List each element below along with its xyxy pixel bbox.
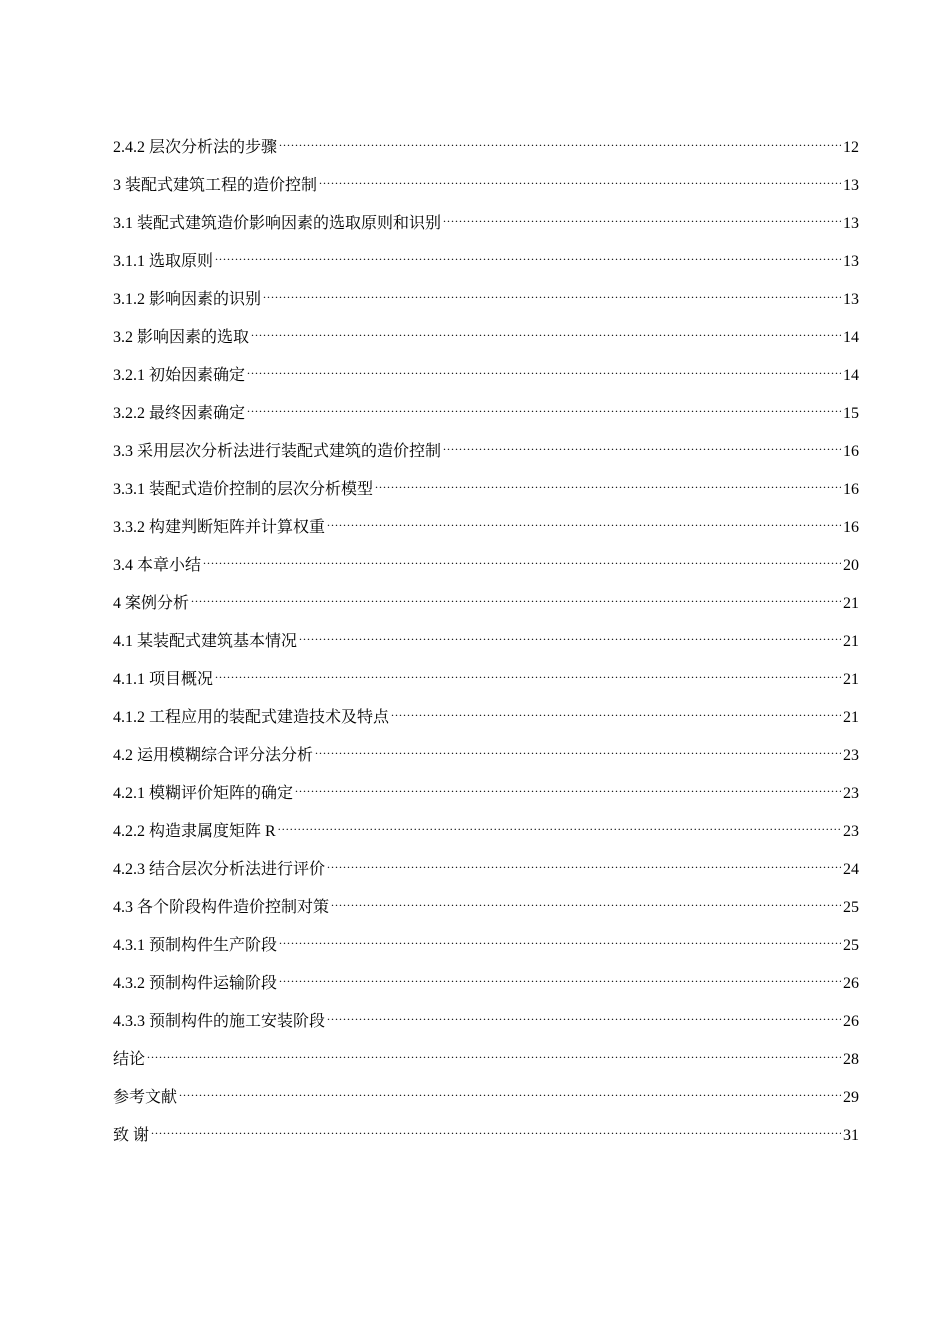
toc-dot-leader: [191, 570, 841, 608]
toc-entry-title: 4.3.3 预制构件的施工安装阶段: [113, 1013, 326, 1030]
toc-entry-title: 4.3.2 预制构件运输阶段: [113, 975, 278, 992]
toc-entry-page-number: 16: [843, 481, 859, 498]
toc-entry-title: 致 谢: [113, 1127, 150, 1144]
toc-entry-title: 3.1.2 影响因素的识别: [113, 291, 262, 308]
toc-dot-leader: [247, 342, 841, 380]
toc-entry-page-number: 12: [843, 139, 859, 156]
toc-dot-leader: [327, 988, 841, 1026]
toc-entry-title: 3.1.1 选取原则: [113, 253, 214, 270]
toc-entry-title: 4 案例分析: [113, 595, 190, 612]
toc-dot-leader: [147, 1026, 841, 1064]
toc-entry-title: 4.3.1 预制构件生产阶段: [113, 937, 278, 954]
toc-entry-title: 结论: [113, 1051, 146, 1068]
toc-entry-page-number: 14: [843, 367, 859, 384]
toc-dot-leader: [331, 874, 841, 912]
toc-entry[interactable]: [113, 266, 859, 308]
toc-entry-title: 3.2.1 初始因素确定: [113, 367, 246, 384]
toc-entry-page-number: 26: [843, 975, 859, 992]
toc-entry-page-number: 20: [843, 557, 859, 574]
toc-dot-leader: [279, 950, 841, 988]
toc-entry-page-number: 26: [843, 1013, 859, 1030]
toc-entry-page-number: 13: [843, 253, 859, 270]
toc-entry-page-number: 23: [843, 747, 859, 764]
toc-entry-page-number: 21: [843, 709, 859, 726]
toc-entry-page-number: 28: [843, 1051, 859, 1068]
toc-dot-leader: [295, 760, 841, 798]
toc-entry-page-number: 13: [843, 215, 859, 232]
toc-entry[interactable]: [113, 684, 859, 726]
toc-dot-leader: [319, 152, 841, 190]
toc-dot-leader: [215, 646, 841, 684]
toc-dot-leader: [263, 266, 841, 304]
toc-entry-title: 2.4.2 层次分析法的步骤: [113, 139, 278, 156]
toc-entry-title: 3.1 装配式建筑造价影响因素的选取原则和识别: [113, 215, 442, 232]
toc-entry[interactable]: [113, 608, 859, 650]
toc-entry[interactable]: [113, 1064, 859, 1106]
toc-dot-leader: [247, 380, 841, 418]
toc-entry-page-number: 16: [843, 519, 859, 536]
toc-entry-page-number: 25: [843, 937, 859, 954]
toc-entry[interactable]: [113, 532, 859, 574]
toc-dot-leader: [251, 304, 841, 342]
toc-entry-title: 4.3 各个阶段构件造价控制对策: [113, 899, 330, 916]
toc-entry[interactable]: [113, 1026, 859, 1068]
toc-entry[interactable]: [113, 1102, 859, 1144]
toc-entry-page-number: 31: [843, 1127, 859, 1144]
toc-entry-page-number: 25: [843, 899, 859, 916]
toc-entry-title: 3.2.2 最终因素确定: [113, 405, 246, 422]
toc-entry-title: 3.2 影响因素的选取: [113, 329, 250, 346]
toc-entry-page-number: 21: [843, 633, 859, 650]
toc-entry-page-number: 23: [843, 785, 859, 802]
toc-dot-leader: [179, 1064, 841, 1102]
table-of-contents: [113, 114, 859, 1144]
toc-entry-page-number: 16: [843, 443, 859, 460]
toc-entry-title: 4.1.1 项目概况: [113, 671, 214, 688]
toc-entry-title: 4.2.3 结合层次分析法进行评价: [113, 861, 326, 878]
toc-entry-page-number: 13: [843, 291, 859, 308]
toc-dot-leader: [279, 912, 841, 950]
toc-entry-page-number: 21: [843, 671, 859, 688]
toc-entry-page-number: 15: [843, 405, 859, 422]
toc-dot-leader: [279, 114, 841, 152]
toc-entry-title: 3.4 本章小结: [113, 557, 202, 574]
toc-dot-leader: [375, 456, 841, 494]
toc-entry-page-number: 23: [843, 823, 859, 840]
toc-dot-leader: [203, 532, 841, 570]
toc-entry-title: 4.1 某装配式建筑基本情况: [113, 633, 298, 650]
toc-entry[interactable]: [113, 114, 859, 156]
toc-dot-leader: [327, 836, 841, 874]
toc-dot-leader: [278, 798, 841, 836]
toc-entry-page-number: 13: [843, 177, 859, 194]
toc-dot-leader: [443, 418, 841, 456]
toc-entry-title: 4.1.2 工程应用的装配式建造技术及特点: [113, 709, 390, 726]
toc-dot-leader: [327, 494, 841, 532]
toc-entry-page-number: 24: [843, 861, 859, 878]
toc-entry[interactable]: [113, 646, 859, 688]
toc-dot-leader: [315, 722, 841, 760]
toc-entry-title: 3.3 采用层次分析法进行装配式建筑的造价控制: [113, 443, 442, 460]
toc-entry-title: 4.2.1 模糊评价矩阵的确定: [113, 785, 294, 802]
toc-entry[interactable]: [113, 228, 859, 270]
toc-entry-title: 4.2.2 构造隶属度矩阵 R: [113, 823, 276, 840]
toc-dot-leader: [299, 608, 841, 646]
toc-dot-leader: [443, 190, 841, 228]
toc-entry-title: 3 装配式建筑工程的造价控制: [113, 177, 318, 194]
toc-entry-page-number: 21: [843, 595, 859, 612]
toc-entry[interactable]: [113, 570, 859, 612]
toc-dot-leader: [215, 228, 841, 266]
toc-entry-page-number: 14: [843, 329, 859, 346]
toc-entry-title: 参考文献: [113, 1089, 178, 1106]
toc-entry-page-number: 29: [843, 1089, 859, 1106]
toc-dot-leader: [391, 684, 841, 722]
toc-entry-title: 3.3.1 装配式造价控制的层次分析模型: [113, 481, 374, 498]
toc-entry-title: 4.2 运用模糊综合评分法分析: [113, 747, 314, 764]
toc-dot-leader: [151, 1102, 841, 1140]
toc-entry-title: 3.3.2 构建判断矩阵并计算权重: [113, 519, 326, 536]
